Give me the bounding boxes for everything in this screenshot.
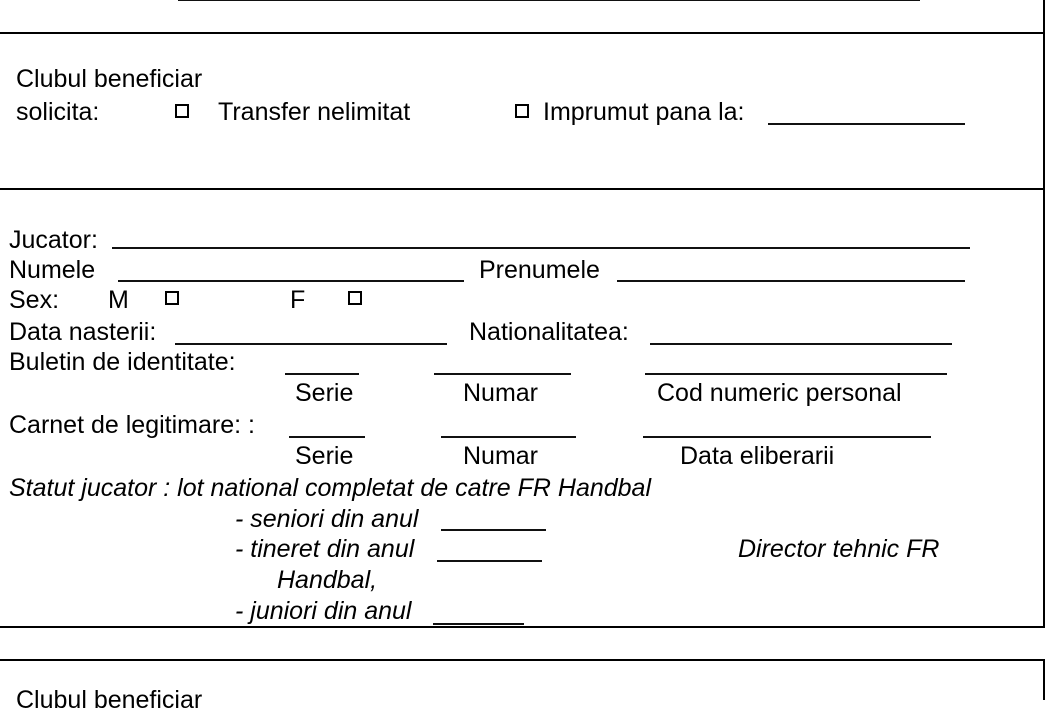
- director-title-cont: Handbal,: [277, 566, 378, 594]
- id-series-field[interactable]: [285, 373, 359, 375]
- nationality-label: Nationalitatea:: [469, 318, 629, 346]
- juniors-year-field[interactable]: [433, 623, 524, 625]
- sex-label: Sex:: [9, 286, 60, 314]
- loan-until-field[interactable]: [768, 123, 965, 125]
- requests-label: solicita:: [16, 98, 100, 126]
- last-name-field[interactable]: [118, 280, 464, 282]
- top-field-line: [178, 0, 920, 1]
- right-border: [1043, 0, 1045, 628]
- director-title: Director tehnic FR: [738, 535, 940, 563]
- seniors-year-field[interactable]: [441, 529, 546, 531]
- last-name-label: Numele: [9, 256, 96, 284]
- section-border: [0, 188, 1045, 190]
- id-number-field[interactable]: [434, 373, 571, 375]
- license-series-caption: Serie: [295, 442, 354, 470]
- seniors-label: - seniori din anul: [235, 505, 419, 533]
- birth-date-field[interactable]: [175, 343, 447, 345]
- unlimited-transfer-checkbox[interactable]: [175, 104, 189, 118]
- loan-checkbox[interactable]: [515, 104, 529, 118]
- section-border: [0, 626, 1045, 628]
- club-beneficiary-label: Clubul beneficiar: [16, 65, 203, 93]
- sex-m-label: M: [108, 286, 129, 314]
- id-number-caption: Numar: [463, 379, 539, 407]
- license-series-field[interactable]: [289, 436, 365, 438]
- id-card-label: Buletin de identitate:: [9, 348, 236, 376]
- license-number-caption: Numar: [463, 442, 539, 470]
- first-name-field[interactable]: [617, 280, 965, 282]
- license-label: Carnet de legitimare: :: [9, 411, 255, 439]
- youth-label: - tineret din anul: [235, 535, 415, 563]
- id-cnp-caption: Cod numeric personal: [657, 379, 902, 407]
- section-border: [0, 659, 1045, 661]
- youth-year-field[interactable]: [437, 560, 542, 562]
- id-series-caption: Serie: [295, 379, 354, 407]
- sex-f-label: F: [290, 286, 306, 314]
- license-date-caption: Data eliberarii: [680, 442, 835, 470]
- player-label: Jucator:: [9, 226, 98, 254]
- nationality-field[interactable]: [650, 343, 952, 345]
- right-border: [1043, 659, 1045, 700]
- license-date-field[interactable]: [643, 436, 931, 438]
- next-club-beneficiary-label: Clubul beneficiar: [16, 686, 203, 714]
- player-field[interactable]: [112, 247, 970, 249]
- license-number-field[interactable]: [441, 436, 576, 438]
- section-border: [0, 32, 1045, 34]
- id-cnp-field[interactable]: [645, 373, 947, 375]
- sex-f-checkbox[interactable]: [348, 291, 362, 305]
- player-status-label: Statut jucator : lot national completat de catre FR Handbal: [9, 474, 652, 502]
- sex-m-checkbox[interactable]: [165, 291, 179, 305]
- first-name-label: Prenumele: [479, 256, 600, 284]
- unlimited-transfer-label: Transfer nelimitat: [218, 98, 411, 126]
- loan-label: Imprumut pana la:: [543, 98, 745, 126]
- juniors-label: - juniori din anul: [235, 597, 412, 625]
- birth-date-label: Data nasterii:: [9, 318, 157, 346]
